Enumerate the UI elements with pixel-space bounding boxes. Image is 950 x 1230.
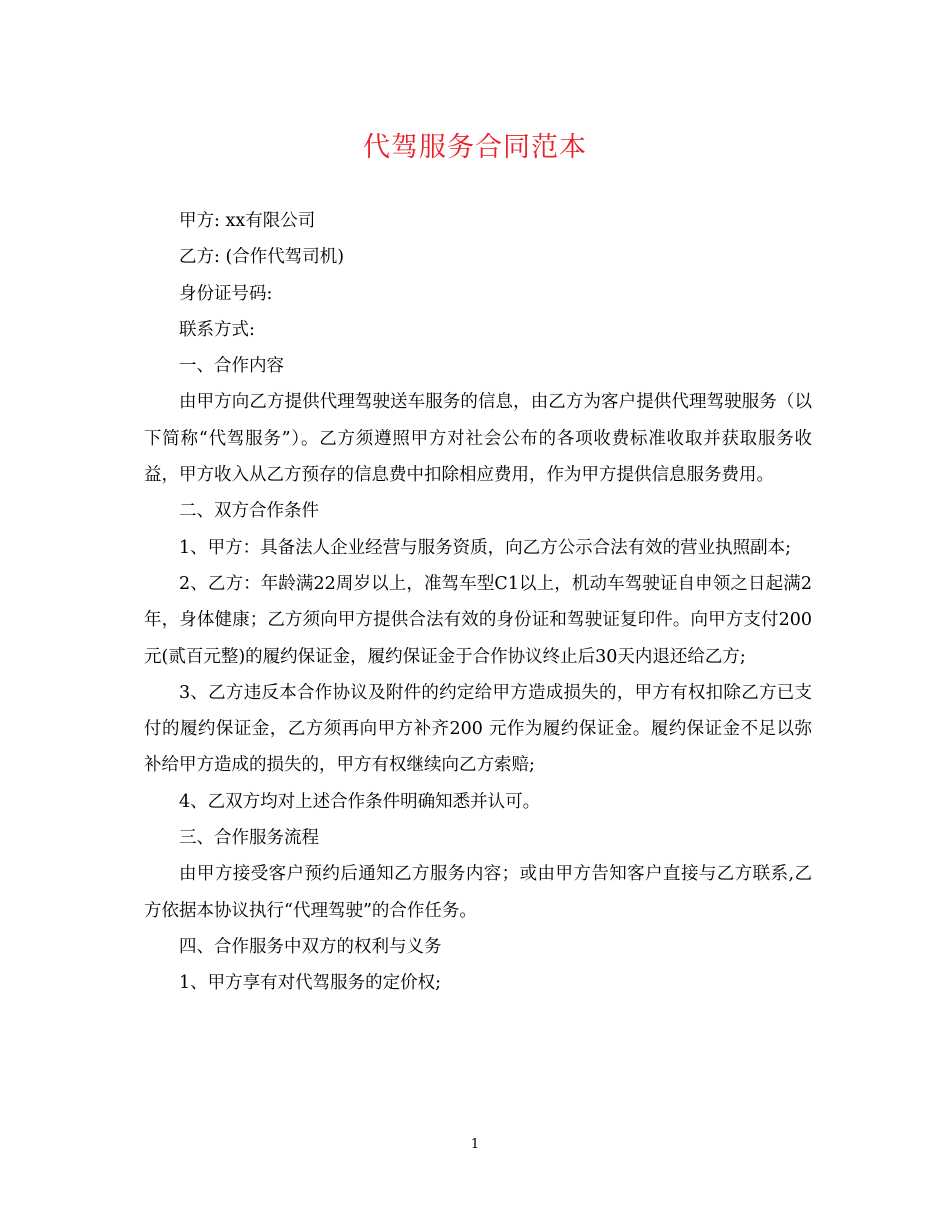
document-title: 代驾服务合同范本: [363, 132, 587, 163]
section-heading-cooperation-content: 一、合作内容: [179, 356, 284, 377]
page-number: 1: [470, 1137, 480, 1152]
document-body: [144, 203, 812, 1002]
section-heading-rights-obligations: 四、合作服务中双方的权利与义务: [179, 936, 442, 957]
paragraph-pricing-right: 1、甲方享有对代驾服务的定价权;: [179, 973, 442, 994]
paragraph-condition-party-b: 2、乙方：年龄满22周岁以上，准驾车型C1以上，机动车驾驶证自申领之日起满2 年，身体健康；乙方须向甲方提供合法有效的身份证和驾驶证复印件。向甲方支付200 元(贰百元整)的履约保证金，履约保证金于合作协议终止后30天内退还给乙方;: [144, 573, 812, 667]
contact-line: 联系方式:: [179, 319, 255, 340]
paragraph-condition-acknowledgement: 4、乙双方均对上述合作条件明确知悉并认可。: [179, 791, 541, 812]
paragraph-service-process: 由甲方接受客户预约后通知乙方服务内容；或由甲方告知客户直接与乙方联系,乙方依据本协议执行“代理驾驶”的合作任务。: [144, 864, 812, 921]
paragraph-condition-party-a: 1、甲方：具备法人企业经营与服务资质，向乙方公示合法有效的营业执照副本;: [179, 537, 792, 558]
id-number-line: 身份证号码:: [179, 283, 273, 304]
section-heading-service-process: 三、合作服务流程: [179, 828, 319, 849]
section-heading-cooperation-conditions: 二、双方合作条件: [179, 501, 319, 522]
paragraph-cooperation-content: 由甲方向乙方提供代理驾驶送车服务的信息，由乙方为客户提供代理驾驶服务（以下简称“代驾服务”）。乙方须遵照甲方对社会公布的各项收费标准收取并获取服务收益，甲方收入从乙方预存的信息费中扣除相应费用，作为甲方提供信息服务费用。: [144, 392, 812, 486]
paragraph-condition-breach: 3、乙方违反本合作协议及附件的约定给甲方造成损失的，甲方有权扣除乙方已支付的履约保证金，乙方须再向甲方补齐200 元作为履约保证金。履约保证金不足以弥补给甲方造成的损失的，甲方有权继续向乙方索赔;: [144, 682, 812, 776]
party-b-line: 乙方: (合作代驾司机): [179, 247, 345, 268]
party-a-line: 甲方: xx有限公司: [179, 211, 316, 231]
